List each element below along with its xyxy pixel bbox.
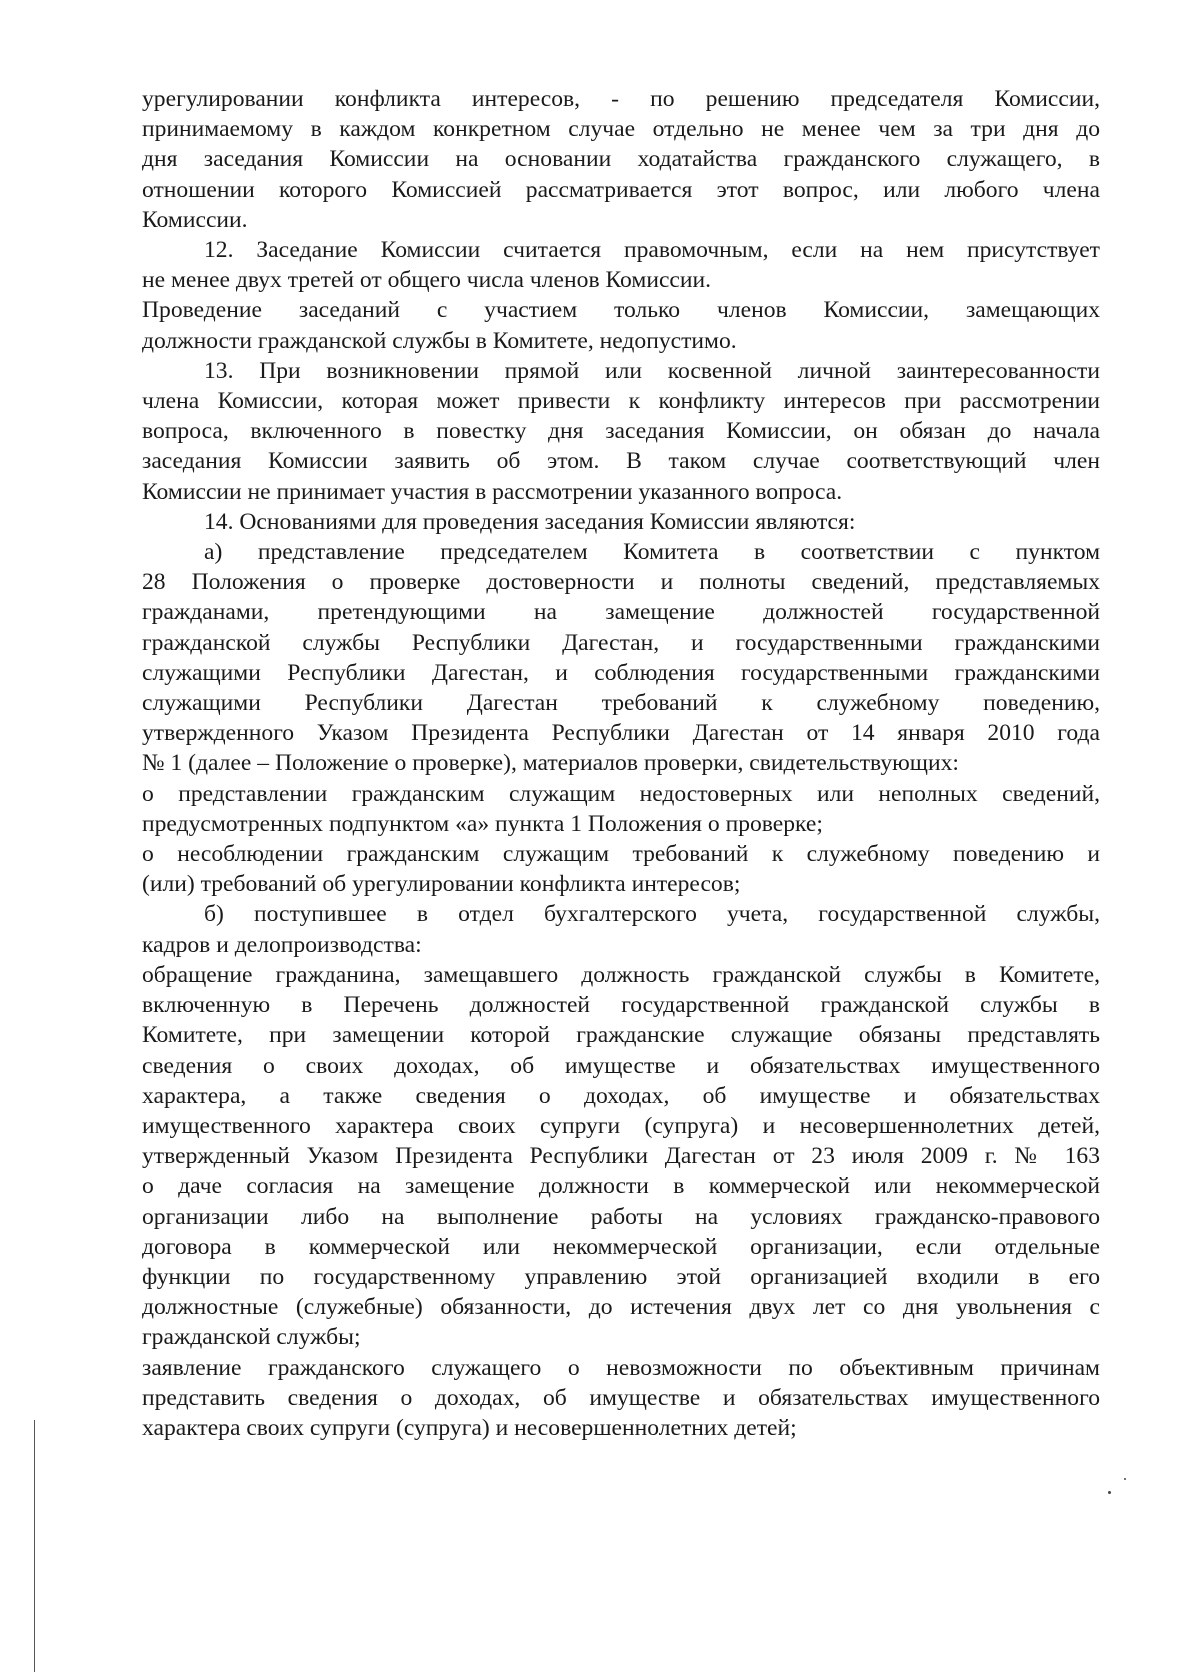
text-line: включенную в Перечень должностей государственной гражданской службы в bbox=[142, 992, 1100, 1019]
text-line: гражданской службы Республики Дагестан, и государственными гражданскими bbox=[142, 629, 1100, 656]
text-line: отношении которого Комиссией рассматривается этот вопрос, или любого члена bbox=[142, 176, 1100, 203]
text-line: 28 Положения о проверке достоверности и полноты сведений, представляемых bbox=[142, 569, 1100, 596]
text-line: принимаемому в каждом конкретном случае отдельно не менее чем за три дня до bbox=[142, 116, 1100, 143]
text-line: вопроса, включенного в повестку дня заседания Комиссии, он обязан до начала bbox=[142, 418, 1100, 445]
text-line: должности гражданской службы в Комитете, недопустимо. bbox=[142, 327, 737, 354]
text-line: договора в коммерческой или некоммерческой организации, если отдельные bbox=[142, 1233, 1100, 1260]
paragraph-item-13 bbox=[142, 356, 1100, 507]
text-line: а) представление председателем Комитета в соответствии с пунктом bbox=[204, 539, 1100, 566]
text-line: заявление гражданского служащего о невозможности по объективным причинам bbox=[142, 1354, 1100, 1381]
text-line: 13. При возникновении прямой или косвенной личной заинтересованности bbox=[204, 357, 1100, 384]
paragraph-item-14-a-1 bbox=[142, 779, 1100, 839]
text-line: обращение гражданина, замещавшего должность гражданской службы в Комитете, bbox=[142, 961, 1100, 988]
text-line: кадров и делопроизводства: bbox=[142, 931, 422, 958]
paragraph-item-14 bbox=[142, 507, 1100, 537]
text-line: функции по государственному управлению этой организацией входили в его bbox=[142, 1263, 1100, 1290]
text-line: урегулировании конфликта интересов, - по решению председателя Комиссии, bbox=[142, 86, 1100, 112]
text-line: гражданами, претендующими на замещение должностей государственной bbox=[142, 599, 1100, 626]
paragraph-item-14-b-2 bbox=[142, 1353, 1100, 1444]
text-line: характера, а также сведения о доходах, об имуществе и обязательствах bbox=[142, 1082, 1100, 1109]
text-line: не менее двух третей от общего числа членов Комиссии. bbox=[142, 267, 712, 294]
text-line: утвержденного Указом Президента Республики Дагестан от 14 января 2010 года bbox=[142, 720, 1100, 747]
document-body bbox=[142, 84, 1100, 1443]
paragraph-item-12 bbox=[142, 235, 1100, 295]
text-line: о даче согласия на замещение должности в коммерческой или некоммерческой bbox=[142, 1173, 1100, 1200]
text-line: (или) требований об урегулировании конфликта интересов; bbox=[142, 871, 741, 898]
paragraph-item-14-b bbox=[142, 899, 1100, 959]
text-line: дня заседания Комиссии на основании ходатайства гражданского служащего, в bbox=[142, 146, 1100, 173]
text-line: б) поступившее в отдел бухгалтерского учета, государственной службы, bbox=[204, 901, 1100, 928]
text-line: должностные (служебные) обязанности, до истечения двух лет со дня увольнения с bbox=[142, 1294, 1100, 1321]
text-line: Комиссии. bbox=[142, 206, 248, 233]
paragraph-item-14-a-2 bbox=[142, 839, 1100, 899]
scan-margin-line bbox=[34, 1420, 35, 1672]
text-line: предусмотренных подпунктом «а» пункта 1 Положения о проверке; bbox=[142, 810, 823, 837]
text-line: 12. Заседание Комиссии считается правомочным, если на нем присутствует bbox=[204, 237, 1100, 264]
text-line: имущественного характера своих супруги (супруга) и несовершеннолетних детей, bbox=[142, 1112, 1100, 1139]
text-line: Проведение заседаний с участием только членов Комиссии, замещающих bbox=[142, 297, 1100, 324]
text-line: сведения о своих доходах, об имуществе и обязательствах имущественного bbox=[142, 1052, 1100, 1079]
scan-speck bbox=[1108, 1491, 1111, 1494]
text-line: организации либо на выполнение работы на условиях гражданско-правового bbox=[142, 1203, 1100, 1230]
text-line: Комиссии не принимает участия в рассмотрении указанного вопроса. bbox=[142, 478, 843, 505]
text-line: утвержденный Указом Президента Республики Дагестан от 23 июля 2009 г. № 163 bbox=[142, 1143, 1100, 1170]
text-line: характера своих супруги (супруга) и несовершеннолетних детей; bbox=[142, 1414, 797, 1441]
text-line: № 1 (далее – Положение о проверке), материалов проверки, свидетельствующих: bbox=[142, 750, 959, 777]
text-line: Комитете, при замещении которой гражданские служащие обязаны представлять bbox=[142, 1022, 1100, 1049]
text-line: гражданской службы; bbox=[142, 1324, 361, 1351]
text-line: 14. Основаниями для проведения заседания Комиссии являются: bbox=[204, 508, 856, 535]
text-line: служащими Республики Дагестан, и соблюдения государственными гражданскими bbox=[142, 659, 1100, 686]
paragraph-item-12-b bbox=[142, 295, 1100, 355]
paragraph-continuation bbox=[142, 84, 1100, 235]
text-line: о представлении гражданским служащим недостоверных или неполных сведений, bbox=[142, 780, 1100, 807]
paragraph-item-14-a bbox=[142, 537, 1100, 779]
scan-speck bbox=[1124, 1478, 1126, 1480]
text-line: заседания Комиссии заявить об этом. В таком случае соответствующий член bbox=[142, 448, 1100, 475]
text-line: о несоблюдении гражданским служащим требований к служебному поведению и bbox=[142, 841, 1100, 868]
text-line: члена Комиссии, которая может привести к конфликту интересов при рассмотрении bbox=[142, 388, 1100, 415]
text-line: представить сведения о доходах, об имуществе и обязательствах имущественного bbox=[142, 1384, 1100, 1411]
text-line: служащими Республики Дагестан требований к служебному поведению, bbox=[142, 690, 1100, 717]
paragraph-item-14-b-1 bbox=[142, 960, 1100, 1353]
